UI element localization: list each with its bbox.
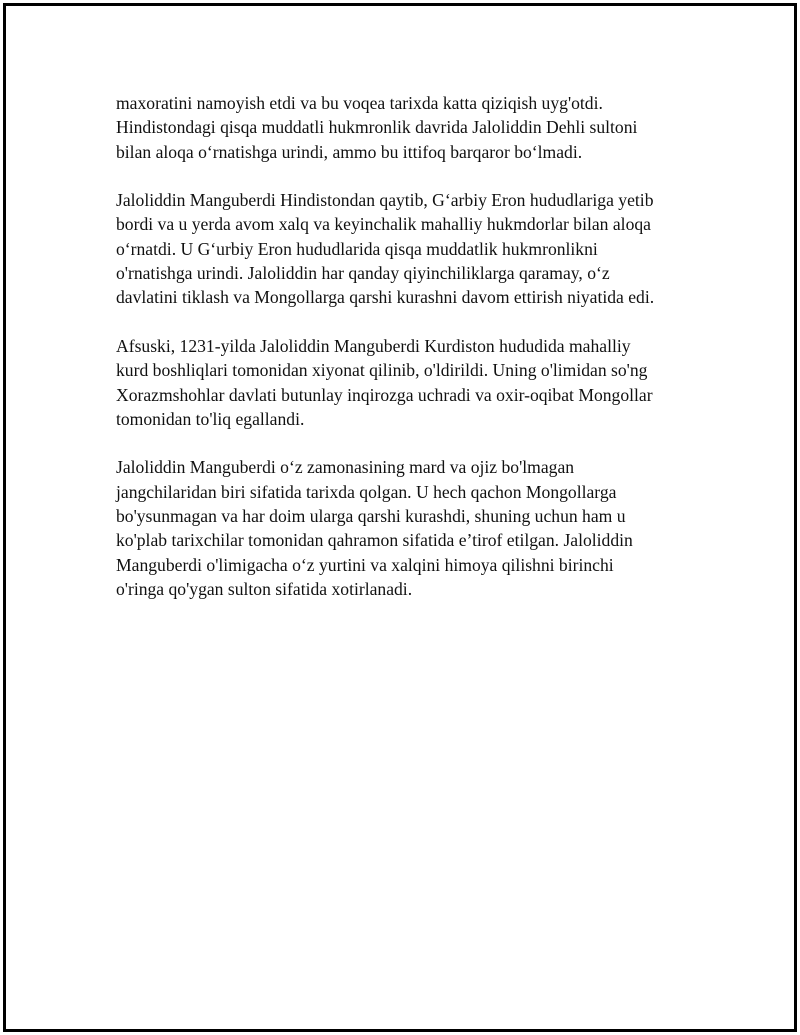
text-line: o‘rnatdi. U G‘urbiy Eron hududlarida qisqa muddatlik hukmronlikni [116,238,598,259]
text-line: ko'plab tarixchilar tomonidan qahramon sifatida e’tirof etilgan. Jaloliddin [116,530,633,551]
text-line: Hindistondagi qisqa muddatli hukmronlik davrida Jaloliddin Dehli sultoni [116,117,638,138]
text-line: Manguberdi o'limigacha o‘z yurtini va xalqini himoya qilishni birinchi [116,554,614,575]
text-line: Afsuski, 1231-yilda Jaloliddin Manguberdi Kurdiston hududida mahalliy [116,335,631,356]
text-line: Jaloliddin Manguberdi o‘z zamonasining mard va ojiz bo'lmagan [116,457,575,478]
text-line: maxoratini namoyish etdi va bu voqea tarixda katta qiziqish uyg'otdi. [116,93,603,113]
text-line: Jaloliddin Manguberdi Hindistondan qaytib, G‘arbiy Eron hududlariga yetib [116,190,654,211]
text-line: tomonidan to'liq egallandi. [116,408,305,429]
paragraph-2 [116,188,706,309]
text-line: o'ringa qo'ygan sulton sifatida xotirlanadi. [116,578,413,599]
paragraph-1 [116,91,706,164]
text-line: jangchilaridan biri sifatida tarixda qolgan. U hech qachon Mongollarga [116,481,617,502]
text-line: bo'ysunmagan va har doim ularga qarshi kurashdi, shuning uchun ham u [116,506,626,527]
text-line: Xorazmshohlar davlati butunlay inqirozga uchradi va oxir-oqibat Mongollar [116,384,653,405]
paragraph-4 [116,455,706,601]
text-line: bilan aloqa o‘rnatishga urindi, ammo bu ittifoq barqaror bo‘lmadi. [116,141,583,162]
paragraph-3 [116,334,706,431]
text-line: davlatini tiklash va Mongollarga qarshi kurashni davom ettirish niyatida edi. [116,287,655,308]
text-line: kurd boshliqlari tomonidan xiyonat qilinib, o'ldirildi. Uning o'limidan so'ng [116,360,648,381]
document-body [116,91,706,626]
text-line: o'rnatishga urindi. Jaloliddin har qanday qiyinchiliklarga qaramay, o‘z [116,263,610,284]
text-line: bordi va u yerda avom xalq va keyinchalik mahalliy hukmdorlar bilan aloqa [116,214,651,235]
